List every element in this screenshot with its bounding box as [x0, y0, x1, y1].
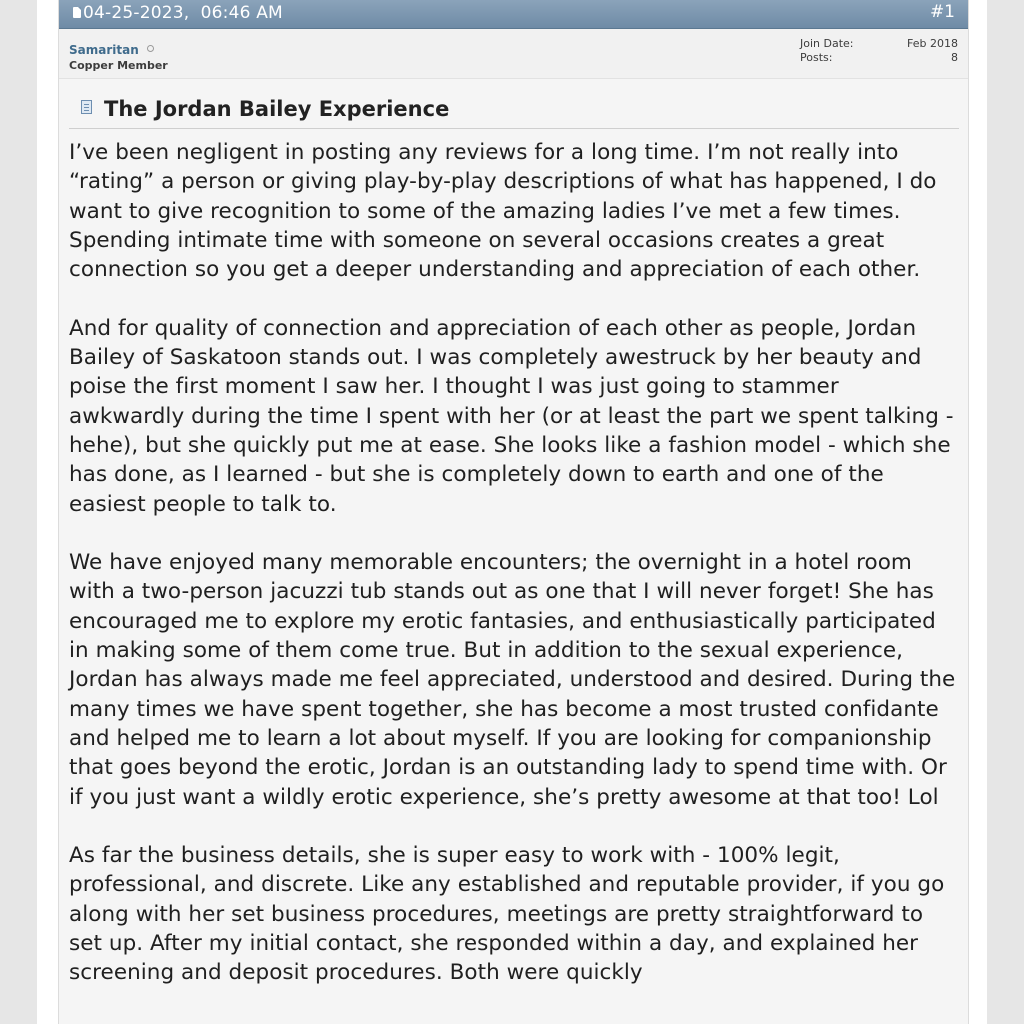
join-date-value: Feb 2018	[907, 37, 958, 50]
forum-post	[58, 0, 969, 1024]
user-info	[59, 29, 968, 79]
post-body	[69, 138, 959, 988]
posts-count: 8	[951, 51, 958, 64]
post-header	[59, 0, 968, 29]
post-title-row	[69, 92, 959, 129]
post-paragraph: And for quality of connection and appreciation of each other as people, Jordan Bailey of Saskatoon stands out. I was completely awestruck by her beauty and poise the first moment I saw her. I thought I was just going to stammer awkwardly during the time I spent with her (or at least the part we spent talking - hehe), but she quickly put me at ease. She looks like a fashion model - which she has done, as I learned - but she is completely down to earth and one of the easiest people to talk to.	[69, 315, 954, 517]
post-content	[69, 92, 959, 1017]
page	[37, 0, 987, 1024]
post-paragraph: As far the business details, she is super easy to work with - 100% legit, professional, and discrete. Like any established and reputable provider, if you go along with her set business procedures, meetings are pretty straightforward to set up. After my initial contact, she responded within a day, and explained her screening and deposit procedures. Both were quickly	[69, 843, 945, 986]
user-title: Copper Member	[69, 59, 168, 72]
user-stats	[800, 37, 958, 65]
post-paragraph: We have enjoyed many memorable encounters; the overnight in a hotel room with a two-person jacuzzi tub stands out as one that I will never forget! She has encouraged me to explore my erotic fantasies, and enthusiastically participated in making some of them come true. But in addition to the sexual experience, Jordan has always made me feel appreciated, understood and desired. During the many times we have spent together, she has become a most trusted confidante and helped me to learn a lot about myself. If you are looking for companionship that goes beyond the erotic, Jordan is an outstanding lady to spend time with. Or if you just want a wildly erotic experience, she’s pretty awesome at that too! Lol	[69, 550, 956, 810]
offline-status-icon	[147, 45, 154, 52]
posts-label: Posts:	[800, 51, 833, 64]
document-icon	[81, 100, 92, 114]
post-title: The Jordan Bailey Experience	[104, 97, 450, 121]
username-link[interactable]: Samaritan	[69, 43, 139, 57]
post-date-icon	[73, 7, 81, 18]
post-paragraph: I’ve been negligent in posting any reviews for a long time. I’m not really into “rating” a person or giving play-by-play descriptions of what has happened, I do want to give recognition to some of the amazing ladies I’ve met a few times. Spending intimate time with someone on several occasions creates a great connection so you get a deeper understanding and appreciation of each other.	[69, 140, 937, 283]
post-date: 04-25-2023, 06:46 AM	[83, 3, 283, 23]
join-date-label: Join Date:	[800, 37, 854, 50]
post-number-link[interactable]: #1	[929, 2, 955, 22]
